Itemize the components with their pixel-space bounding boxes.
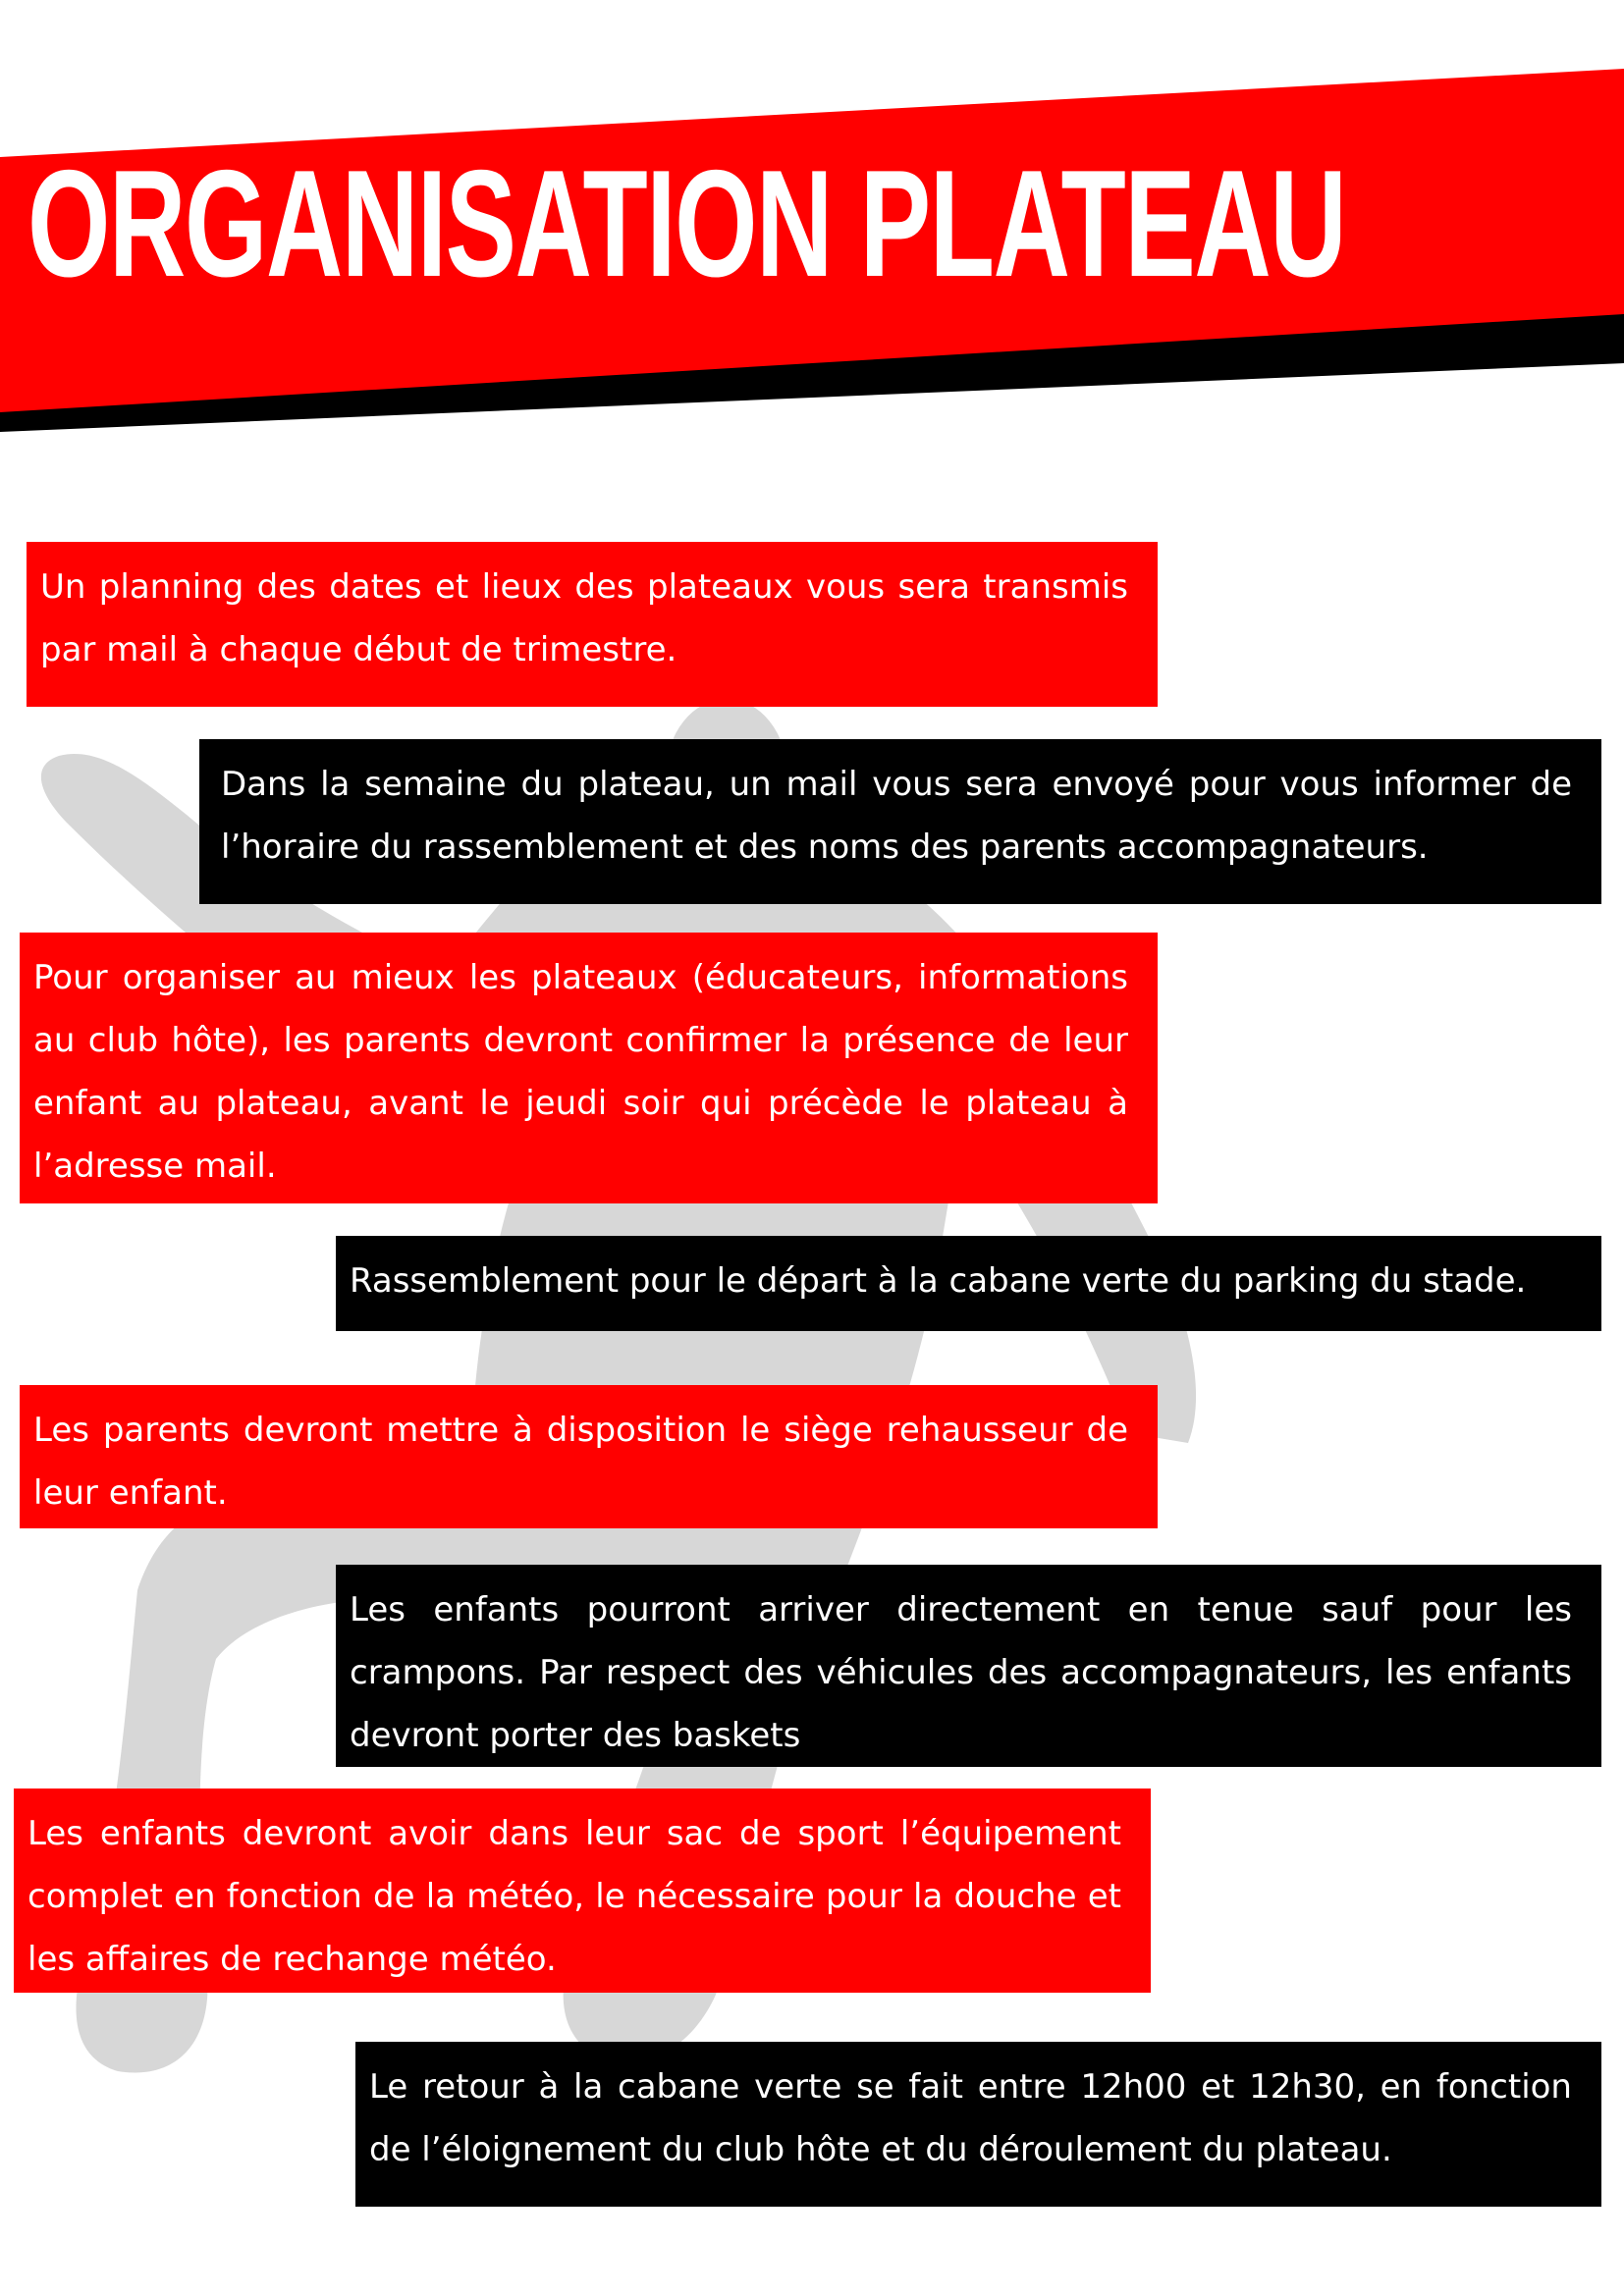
- info-card-weekly-mail: Dans la semaine du plateau, un mail vous sera envoyé pour vous informer de l’horaire du rassemblement et des noms des parents accompagnateurs.: [199, 739, 1601, 904]
- info-card-planning: Un planning des dates et lieux des plateaux vous sera transmis par mail à chaque début de trimestre.: [27, 542, 1158, 707]
- info-card-outfit: Les enfants pourront arriver directement en tenue sauf pour les crampons. Par respect des véhicules des accompagnateurs, les enfants devront porter des baskets: [336, 1565, 1601, 1767]
- info-card-booster-seat: Les parents devront mettre à disposition le siège rehausseur de leur enfant.: [20, 1385, 1158, 1528]
- page-title: ORGANISATION PLATEAU: [27, 138, 1346, 308]
- info-card-attendance-confirmation: Pour organiser au mieux les plateaux (éducateurs, informations au club hôte), les parents devront confirmer la présence de leur enfant au plateau, avant le jeudi soir qui précède le plateau à l’adresse mail.: [20, 933, 1158, 1203]
- info-card-return-time: Le retour à la cabane verte se fait entre 12h00 et 12h30, en fonction de l’éloignement du club hôte et du déroulement du plateau.: [355, 2042, 1601, 2207]
- info-card-sports-bag: Les enfants devront avoir dans leur sac de sport l’équipement complet en fonction de la météo, le nécessaire pour la douche et les affaires de rechange météo.: [14, 1789, 1151, 1993]
- info-card-meeting-point: Rassemblement pour le départ à la cabane verte du parking du stade.: [336, 1236, 1601, 1331]
